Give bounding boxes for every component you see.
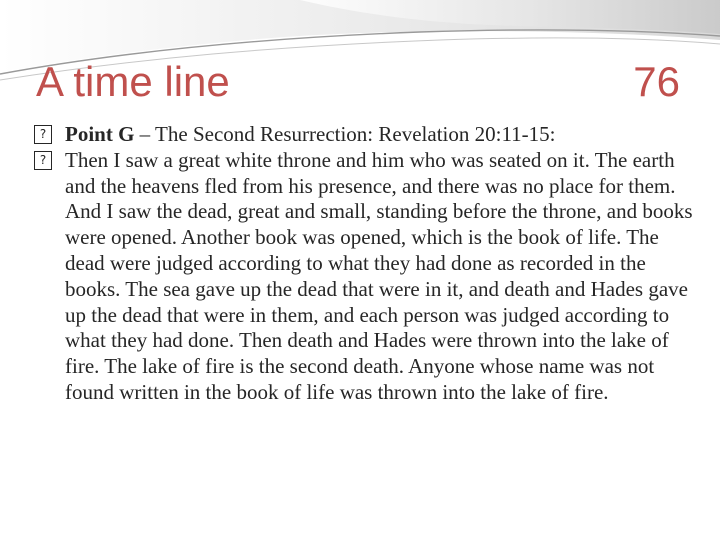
point-heading-text: – The Second Resurrection: Revelation 20:11-15: bbox=[134, 122, 556, 146]
point-label: Point G bbox=[65, 122, 135, 146]
slide-number: 76 bbox=[633, 58, 680, 105]
title-row bbox=[36, 54, 680, 110]
scripture-text: Then I saw a great white throne and him who was seated on it. The earth and the heavens fled from his presence, and there was no place for them. And I saw the dead, great and small, standing before the throne, and books were opened. Another book was opened, which is the book of life. The dead were judged according to what they had done as recorded in the books. The sea gave up the dead that were in it, and death and Hades gave up the dead that were in them, and each person was judged according to what they had done. Then death and Hades were thrown into the lake of fire. The lake of fire is the second death. Anyone whose name was not found written in the book of life was thrown into the lake of fire. bbox=[65, 147, 693, 404]
bullet-point-g bbox=[34, 122, 694, 148]
slide-title: A time line bbox=[36, 58, 230, 105]
missing-glyph-box-icon: ? bbox=[34, 151, 52, 170]
slide-body bbox=[34, 122, 694, 406]
bullet-scripture bbox=[34, 148, 694, 406]
missing-glyph-box-icon: ? bbox=[34, 125, 52, 144]
